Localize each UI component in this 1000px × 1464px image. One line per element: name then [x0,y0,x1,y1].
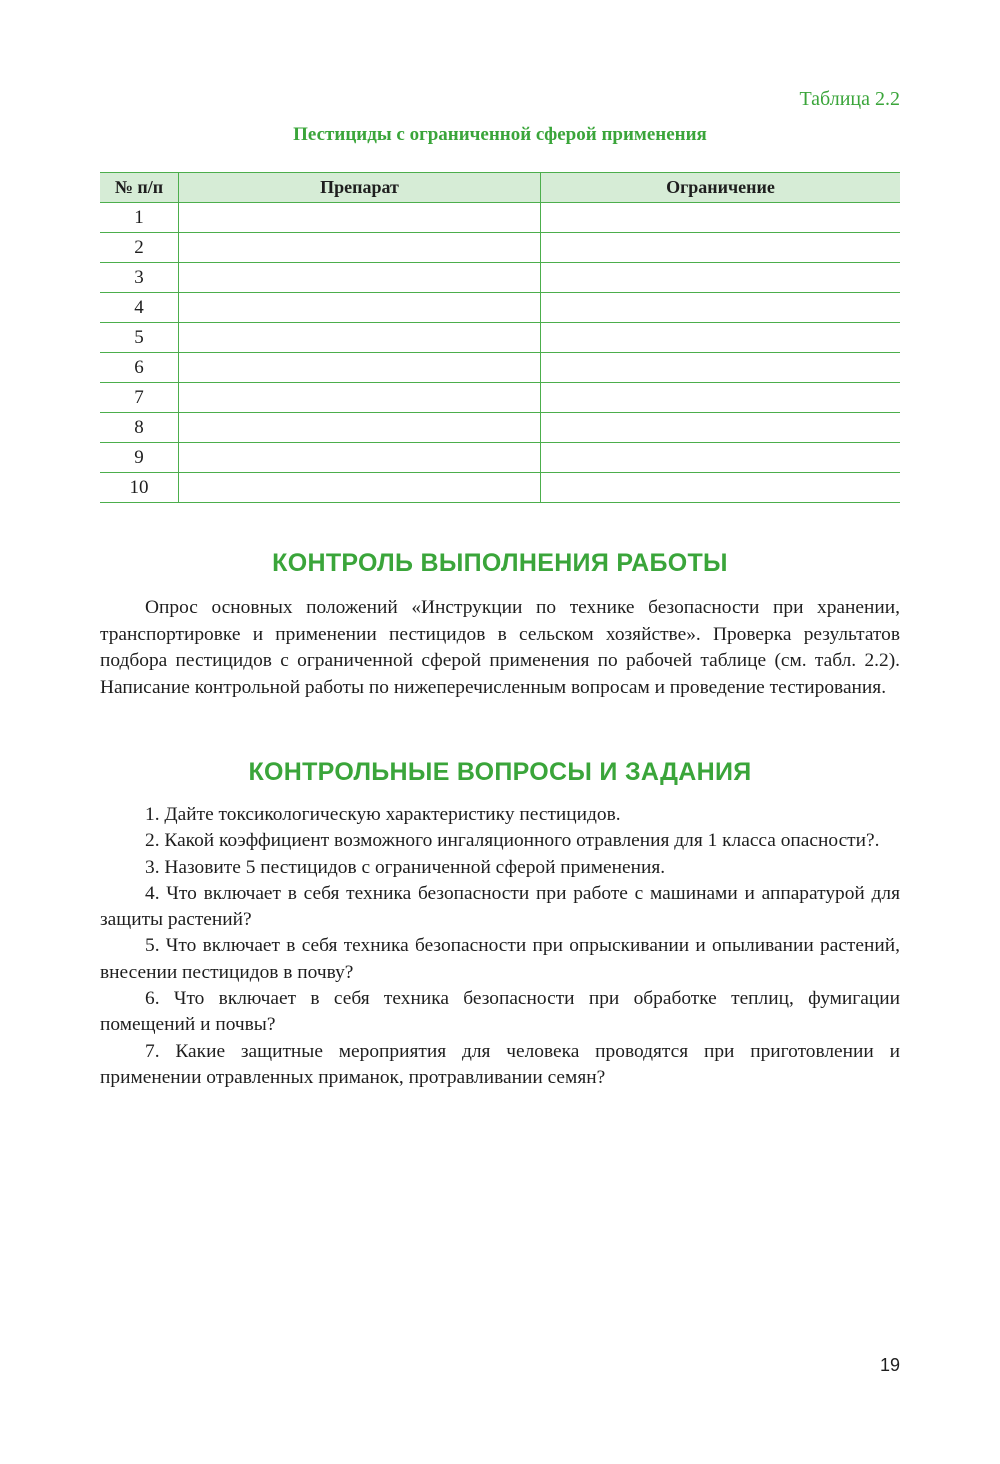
cell-ogranichenie [541,473,901,503]
row-number: 8 [100,413,179,443]
cell-ogranichenie [541,353,901,383]
cell-preparat [179,443,541,473]
cell-preparat [179,323,541,353]
table-row [100,203,900,233]
questions-heading: КОНТРОЛЬНЫЕ ВОПРОСЫ И ЗАДАНИЯ [248,758,752,786]
table-row [100,473,900,503]
table-header-row [100,173,900,203]
list-item: 2. Какой коэффициент возможного ингаляционного отравления для 1 класса опасности?. [145,830,880,852]
list-item: 7. Какие защитные мероприятия для человека проводятся при приготовлении и применении отравленных приманок, протравливании семян? [100,1040,900,1088]
row-number: 4 [100,293,179,323]
table-row [100,293,900,323]
table-row [100,353,900,383]
row-number: 5 [100,323,179,353]
control-paragraph-block [100,595,900,701]
column-header-ogranichenie: Ограничение [541,173,901,203]
table-label: Таблица 2.2 [799,88,900,110]
column-header-preparat: Препарат [179,173,541,203]
column-header-number: № п/п [100,173,179,203]
cell-preparat [179,263,541,293]
control-paragraph: Опрос основных положений «Инструкции по технике безопасности при хранении, транспортировке и применении пестицидов в сельском хозяйстве». Проверка результатов подбора пестицидов с ограниченной сферой применения по рабочей таблице (см. табл. 2.2). Написание контрольной работы по нижеперечисленным вопросам и проведение тестирования. [100,597,900,698]
list-item: 6. Что включает в себя техника безопасности при обработке теплиц, фумигации помещений и почвы? [100,988,900,1036]
cell-ogranichenie [541,233,901,263]
cell-ogranichenie [541,203,901,233]
page-number: 19 [879,1355,900,1375]
cell-ogranichenie [541,383,901,413]
list-item: 3. Назовите 5 пестицидов с ограниченной сферой применения. [145,856,666,878]
table-row [100,443,900,473]
cell-ogranichenie [541,293,901,323]
control-heading: КОНТРОЛЬ ВЫПОЛНЕНИЯ РАБОТЫ [272,549,728,577]
questions-list [100,802,900,1091]
cell-preparat [179,233,541,263]
row-number: 9 [100,443,179,473]
table-row [100,323,900,353]
table-row [100,383,900,413]
list-item: 1. Дайте токсикологическую характеристику пестицидов. [145,804,621,825]
table-row [100,413,900,443]
cell-preparat [179,293,541,323]
cell-preparat [179,353,541,383]
row-number: 1 [100,203,179,233]
cell-ogranichenie [541,263,901,293]
list-item: 5. Что включает в себя техника безопасности при опрыскивании и опыливании растений, внесении пестицидов в почву? [100,935,900,983]
cell-preparat [179,203,541,233]
cell-ogranichenie [541,413,901,443]
table-title: Пестициды с ограниченной сферой применения [293,124,707,145]
cell-preparat [179,413,541,443]
table-row [100,233,900,263]
row-number: 2 [100,233,179,263]
table-row [100,263,900,293]
cell-ogranichenie [541,443,901,473]
cell-preparat [179,473,541,503]
row-number: 6 [100,353,179,383]
pesticides-table [100,172,900,503]
row-number: 7 [100,383,179,413]
row-number: 3 [100,263,179,293]
cell-preparat [179,383,541,413]
list-item: 4. Что включает в себя техника безопасности при работе с машинами и аппаратурой для защиты растений? [100,882,900,931]
row-number: 10 [100,473,179,503]
cell-ogranichenie [541,323,901,353]
